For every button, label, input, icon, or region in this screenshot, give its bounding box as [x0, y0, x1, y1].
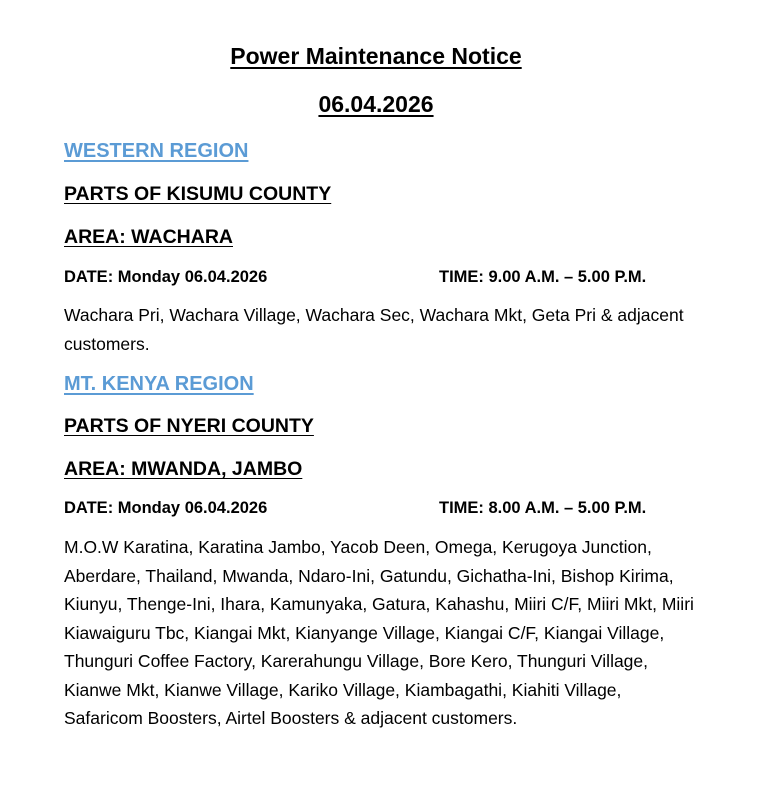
schedule-date: DATE: Monday 06.04.2026	[64, 268, 268, 286]
region-heading: WESTERN REGION	[64, 140, 249, 162]
schedule-row	[64, 265, 724, 289]
notice-date: 06.04.2026	[318, 91, 434, 117]
affected-locations: Wachara Pri, Wachara Village, Wachara Sec, Wachara Mkt, Geta Pri & adjacent customers.	[64, 305, 684, 354]
area-heading: AREA: MWANDA, JAMBO	[64, 458, 303, 480]
schedule-date: DATE: Monday 06.04.2026	[64, 499, 268, 517]
area-heading: AREA: WACHARA	[64, 226, 233, 248]
county-heading: PARTS OF KISUMU COUNTY	[64, 183, 332, 205]
schedule-time: TIME: 9.00 A.M. – 5.00 P.M.	[439, 268, 647, 286]
notice-title: Power Maintenance Notice	[230, 43, 522, 69]
county-heading: PARTS OF NYERI COUNTY	[64, 415, 314, 437]
schedule-time: TIME: 8.00 A.M. – 5.00 P.M.	[439, 499, 647, 517]
region-heading: MT. KENYA REGION	[64, 373, 254, 395]
schedule-row	[64, 496, 724, 520]
affected-locations: M.O.W Karatina, Karatina Jambo, Yacob Deen, Omega, Kerugoya Junction, Aberdare, Thailand, Mwanda, Ndaro-Ini, Gatundu, Gichatha-Ini, Bishop Kirima, Kiunyu, Thenge-Ini, Ihara, Kamunyaka, Gatura, Kahashu, Miiri C/F, Miiri Mkt, Miiri Kiawaiguru Tbc, Kiangai Mkt, Kianyange Village, Kiangai C/F, Kiangai Village, Thunguri Coffee Factory, Karerahungu Village, Bore Kero, Thunguri Village, Kianwe Mkt, Kianwe Village, Kariko Village, Kiambagathi, Kiahiti Village, Safaricom Boosters, Airtel Boosters & adjacent customers.	[64, 537, 694, 728]
